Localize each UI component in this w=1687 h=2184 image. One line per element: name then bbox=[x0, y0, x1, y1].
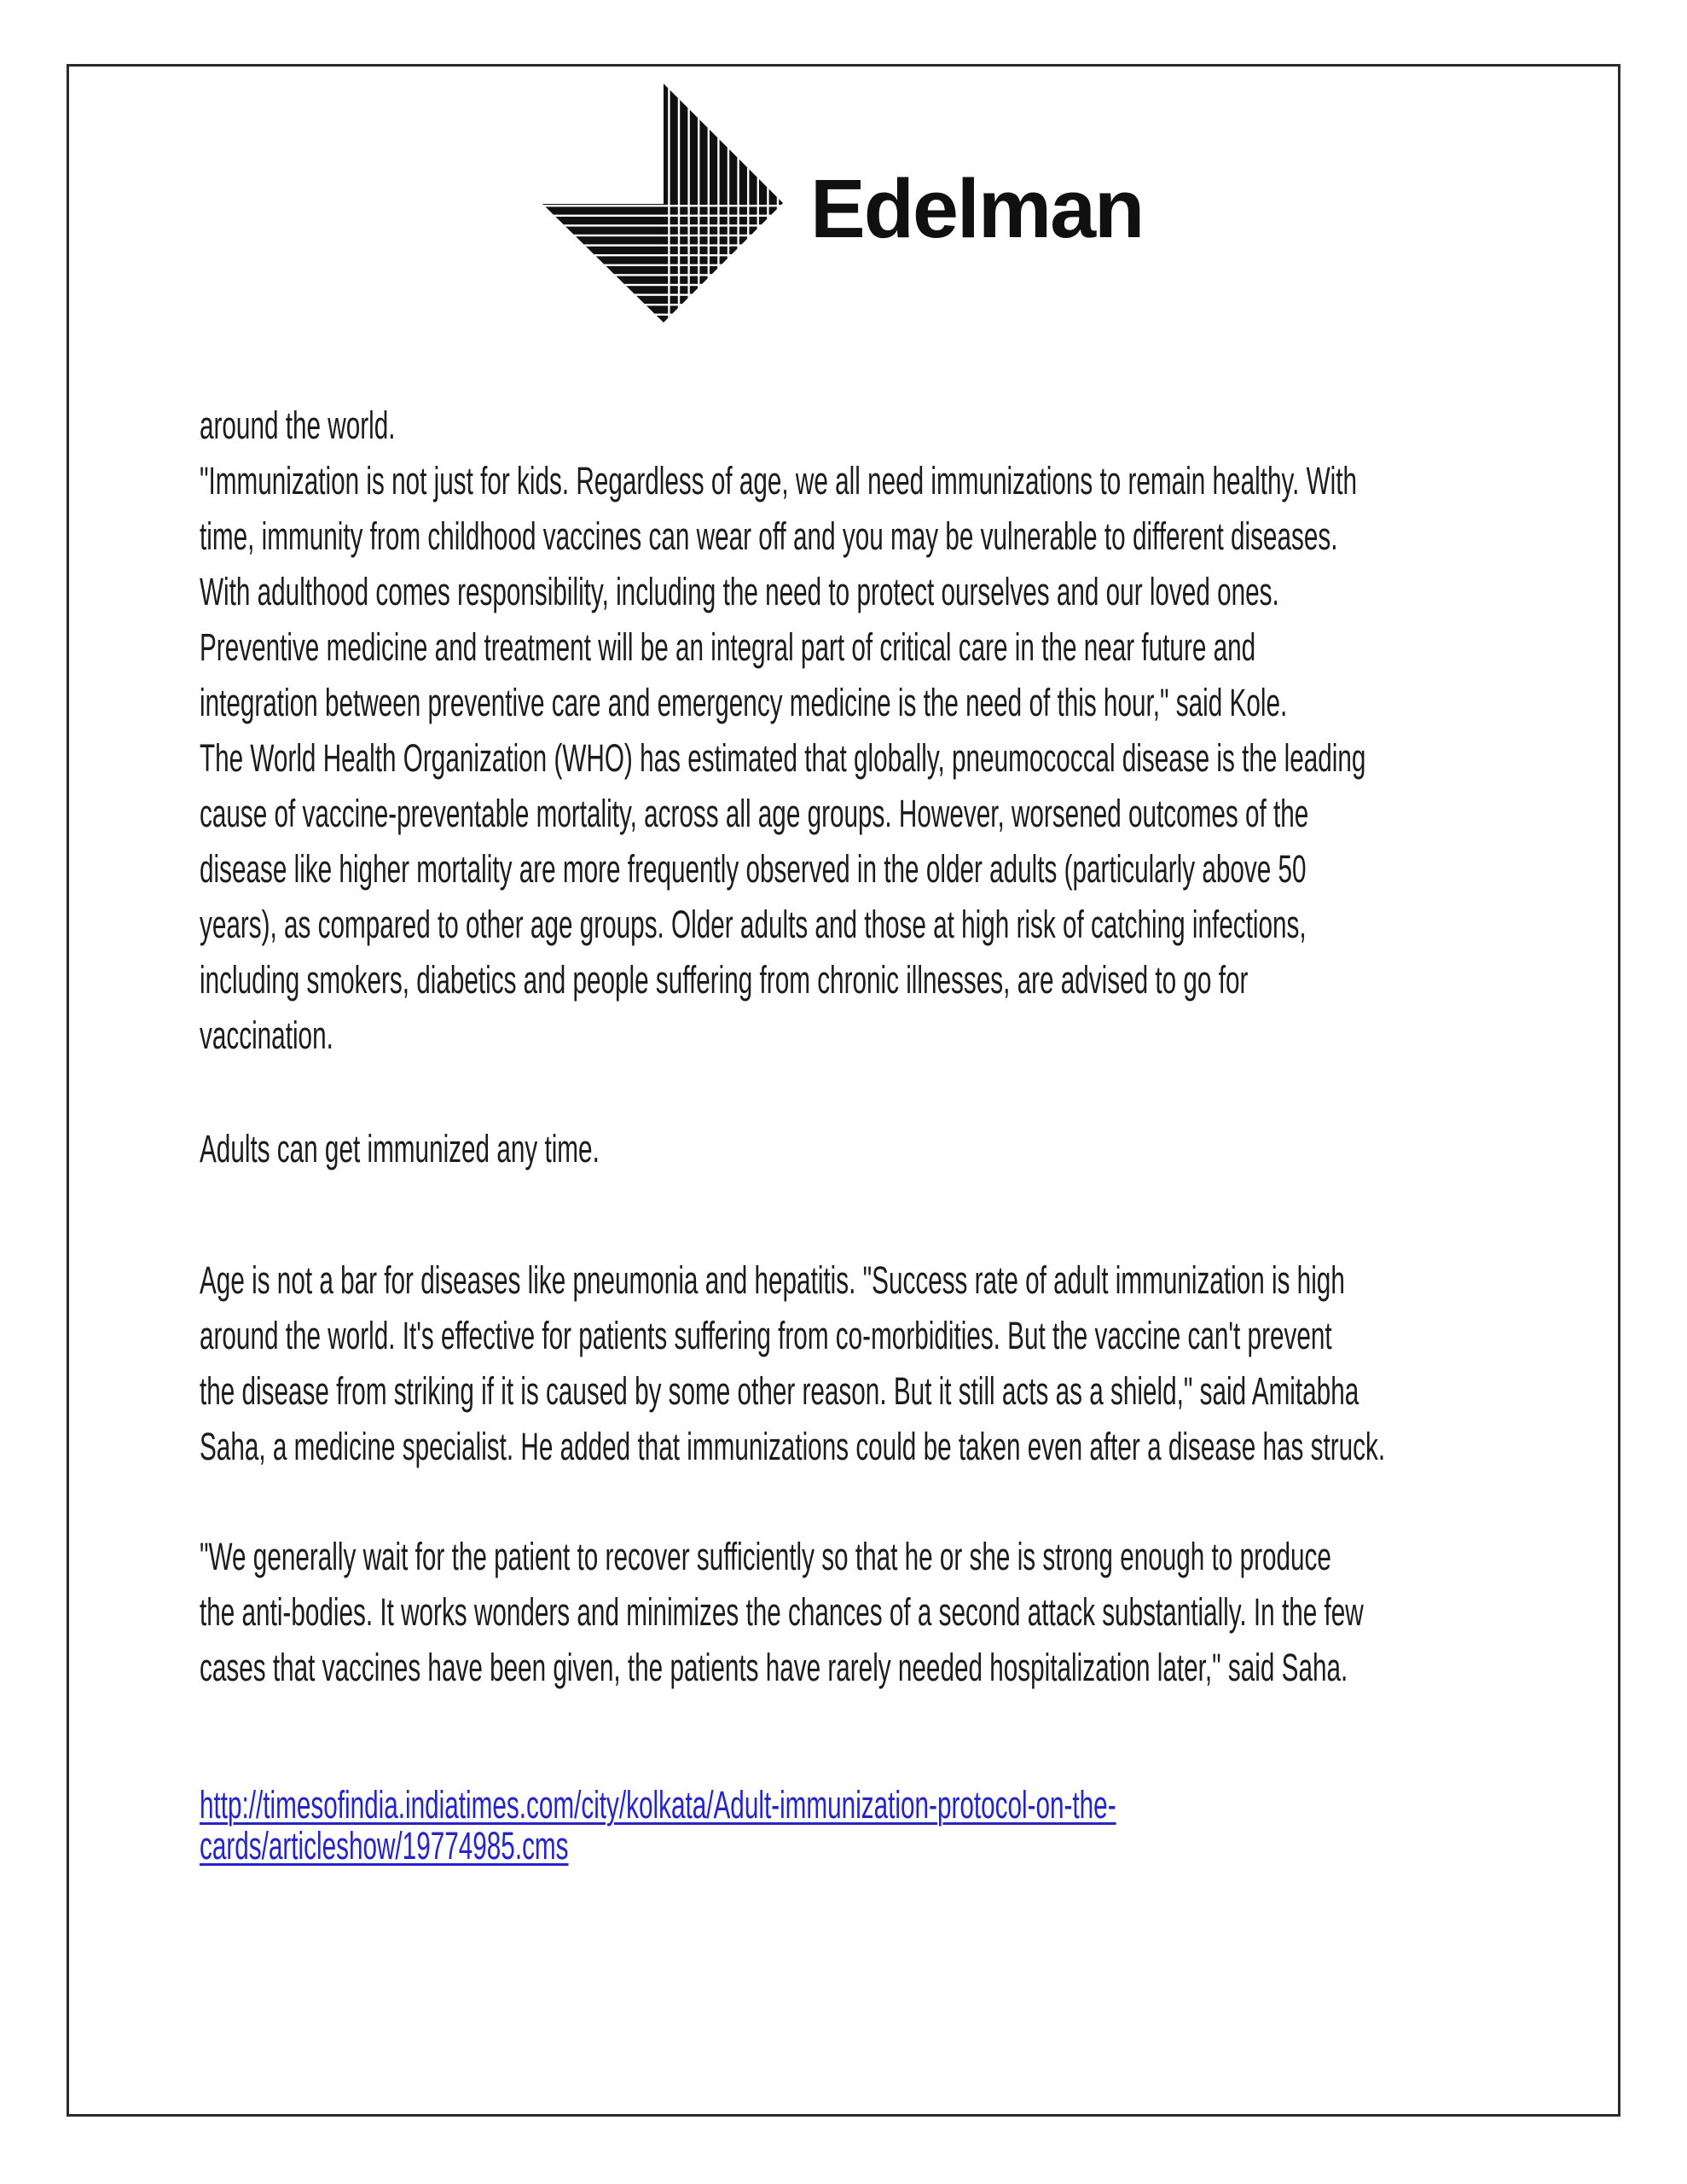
paragraph-1 bbox=[200, 398, 1551, 1063]
edelman-brand-text: Edelman bbox=[810, 162, 1144, 255]
text-line: Saha, a medicine specialist. He added that immunizations could be taken even after a disease has struck. bbox=[200, 1425, 1386, 1468]
text-line: "We generally wait for the patient to recover sufficiently so that he or she is strong enough to produce bbox=[200, 1535, 1331, 1578]
text-line: cause of vaccine-preventable mortality, across all age groups. However, worsened outcomes of the bbox=[200, 792, 1309, 835]
text-line: Adults can get immunized any time. bbox=[200, 1127, 600, 1170]
paragraph-2 bbox=[200, 1121, 1551, 1176]
article-link[interactable] bbox=[200, 1785, 1551, 1867]
edelman-arrow-icon bbox=[512, 68, 1160, 341]
text-line: integration between preventive care and emergency medicine is the need of this hour," said Kole. bbox=[200, 681, 1288, 724]
text-line: including smokers, diabetics and people suffering from chronic illnesses, are advised to go for bbox=[200, 958, 1249, 1002]
paragraph-3 bbox=[200, 1252, 1551, 1474]
text-line: around the world. It's effective for patients suffering from co-morbidities. But the vaccine can't prevent bbox=[200, 1314, 1332, 1357]
text-line: Age is not a bar for diseases like pneumonia and hepatitis. "Success rate of adult immunization is high bbox=[200, 1258, 1345, 1302]
text-line: around the world. bbox=[200, 404, 396, 447]
article-link-line[interactable]: cards/articleshow/19774985.cms bbox=[200, 1824, 569, 1867]
text-line: time, immunity from childhood vaccines can wear off and you may be vulnerable to different diseases. bbox=[200, 514, 1338, 558]
logo-horizontal-stripes bbox=[542, 204, 783, 322]
edelman-logo bbox=[512, 68, 1160, 341]
text-line: the anti-bodies. It works wonders and minimizes the chances of a second attack substantially. In the few bbox=[200, 1590, 1364, 1634]
text-line: The World Health Organization (WHO) has estimated that globally, pneumococcal disease is the leading bbox=[200, 736, 1366, 780]
text-line: disease like higher mortality are more frequently observed in the older adults (particularly above 50 bbox=[200, 847, 1307, 891]
text-line: the disease from striking if it is caused by some other reason. But it still acts as a shield," said Amitabha bbox=[200, 1369, 1359, 1413]
text-line: cases that vaccines have been given, the patients have rarely needed hospitalization later," said Saha. bbox=[200, 1646, 1348, 1689]
text-line: With adulthood comes responsibility, including the need to protect ourselves and our loved ones. bbox=[200, 570, 1279, 613]
text-line: Preventive medicine and treatment will be an integral part of critical care in the near future and bbox=[200, 625, 1256, 669]
paragraph-4 bbox=[200, 1529, 1551, 1695]
text-line: years), as compared to other age groups. Older adults and those at high risk of catching infections, bbox=[200, 903, 1307, 946]
article-link-line[interactable]: http://timesofindia.indiatimes.com/city/kolkata/Adult-immunization-protocol-on-the- bbox=[200, 1783, 1116, 1827]
text-line: vaccination. bbox=[200, 1014, 333, 1057]
text-line: "Immunization is not just for kids. Regardless of age, we all need immunizations to remain healthy. With bbox=[200, 459, 1358, 502]
